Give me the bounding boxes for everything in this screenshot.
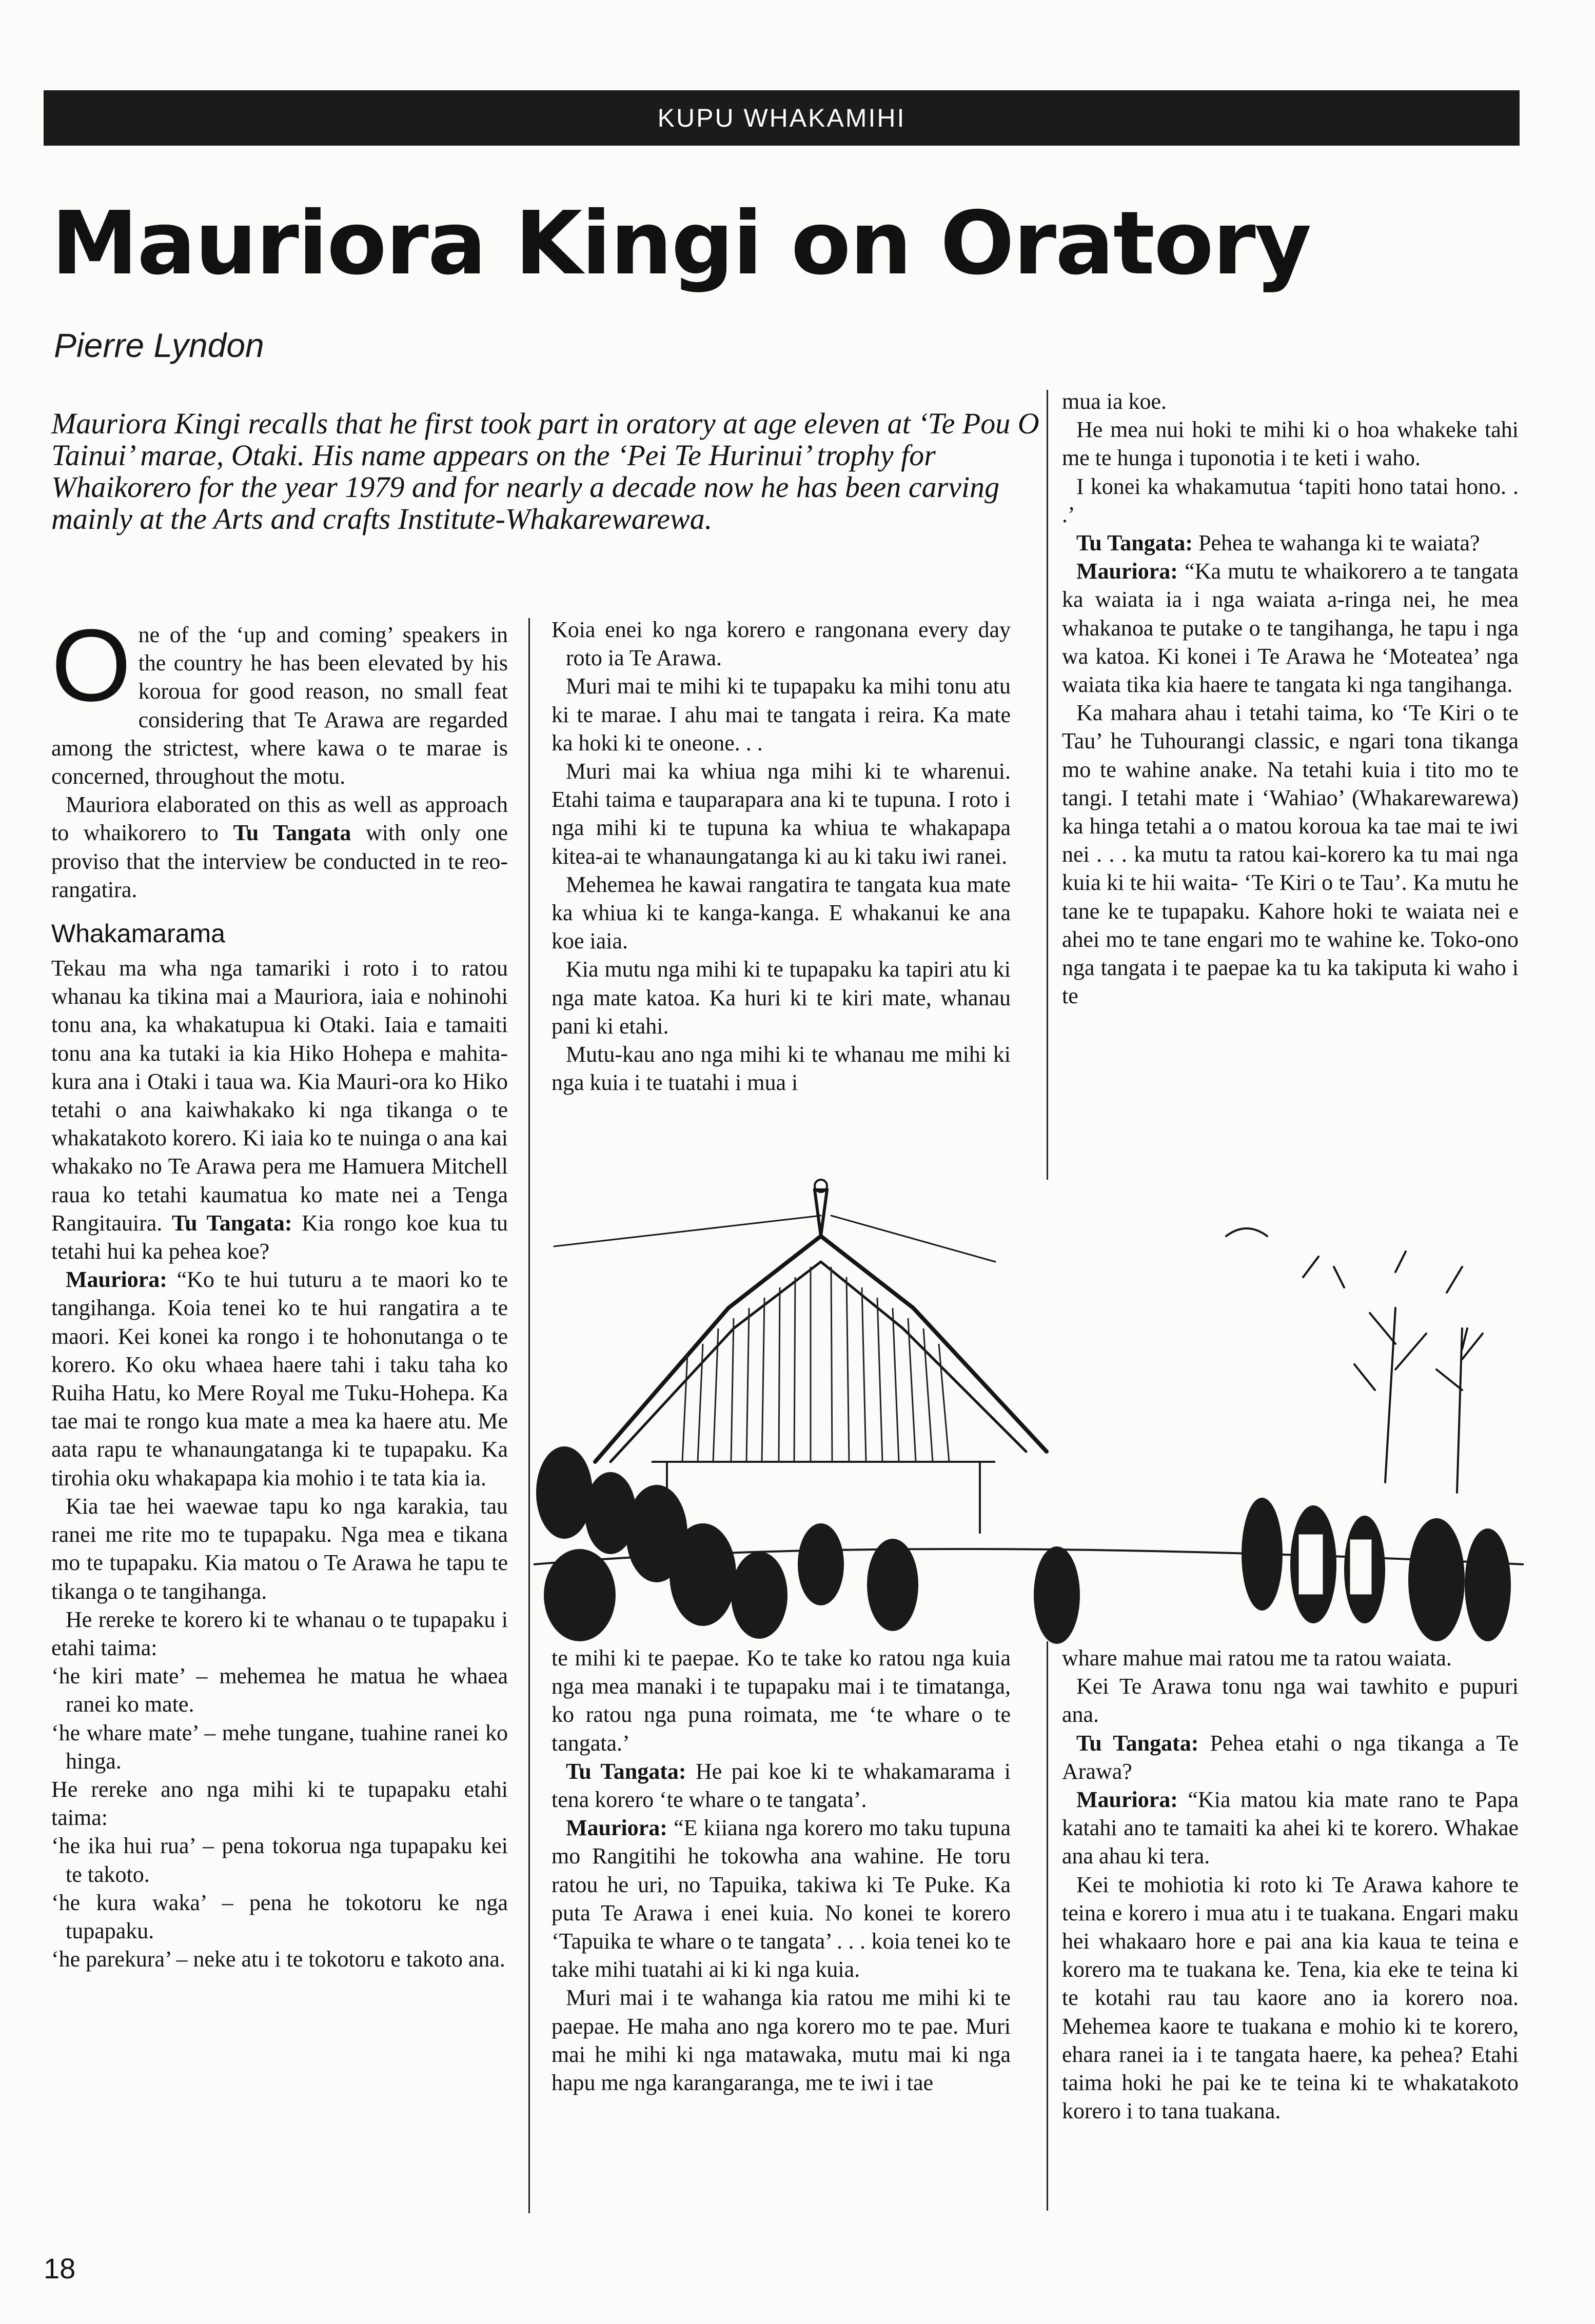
drop-cap: O: [51, 608, 131, 723]
paragraph: whare mahue mai ratou me ta ratou waiata.: [1062, 1645, 1452, 1671]
paragraph: Tu Tangata: Pehea etahi o nga tikanga a Te Arawa?: [1062, 1730, 1519, 1784]
column-1: [51, 608, 508, 1973]
paragraph: Mutu-kau ano nga mihi ki te whanau me mihi ki nga kuia i te tuatahi i mua i: [552, 1042, 1011, 1096]
opening-paragraph: One of the ‘up and coming’ speakers in the country he has been elevated by his koroua for good reason, no small feat considering that Te Arawa are regarded among the strictest, where kawa o te marae is concerned, throughout the motu.: [51, 608, 508, 789]
article-title: Mauriora Kingi on Oratory: [51, 193, 1311, 294]
column-2-lower: [552, 1644, 1011, 2097]
paragraph: Mauriora: “Ko te hui tuturu a te maori ko te tangihanga. Koia tenei ko te hui rangatira a te maori. Kei konei ka rongo i te hohonutanga o te korero. Ko oku whaea haere tahi i taku taha ko Ruiha Hatu, ko Mere Royal me Tuku-Hohepa. Ka tae mai te rongo kua mate a mea ka haere atu. Me aata rapu te whanaungatanga ki te tupapaku. Ka tirohia oku whakapapa kia mohio i te tata kia ia.: [51, 1267, 508, 1491]
paragraph: Tu Tangata: Pehea te wahanga ki te waiata?: [1076, 530, 1480, 556]
list-item: ‘he whare mate’ – mehe tungane, tuahine ranei ko hinga.: [51, 1720, 508, 1774]
list-item: ‘he parekura’ – neke atu i te tokotoru e takoto ana.: [51, 1946, 505, 1972]
list-item: ‘he kiri mate’ – mehemea he matua he whaea ranei ko mate.: [51, 1663, 508, 1717]
paragraph: Kia tae hei waewae tapu ko nga karakia, tau ranei me rite mo te tupapaku. Nga mea e tikana mo te tupapaku. Kia matou o Te Arawa he tapu te tikanga o te tangihanga.: [51, 1493, 508, 1604]
paragraph: Muri mai ka whiua nga mihi ki te wharenui. Etahi taima e tauparapara ana ki te tupuna. I roto i nga mihi ki te tupuna ka whiua te whakapapa kitea-ai te whanaungatanga ki au ki taku iwi ranei.: [552, 759, 1011, 869]
paragraph: He rereke ano nga mihi ki te tupapaku etahi taima:: [51, 1776, 508, 1831]
column-3-lower: [1062, 1644, 1519, 2125]
page-number: 18: [44, 2252, 76, 2285]
paragraph: Mauriora: “E kiiana nga korero mo taku tupuna mo Rangitihi he tokowha ana wahine. He toru ratou he uri, no Tapuika, takiwa ki Te Puke. Ka puta Te Arawa i enei kuia. No konei te korero ‘Tapuika te whare o te tangata’ . . . koia tenei ko te take mihi tuatahi ai ki ki nga kuia.: [552, 1815, 1011, 1982]
paragraph: Kia mutu nga mihi ki te tupapaku ka tapiri atu ki nga mate katoa. Ka huri ki te kiri mate, whanau pani ki etahi.: [552, 957, 1011, 1039]
section-banner: KUPU WHAKAMIHI: [44, 90, 1520, 146]
marae-illustration: [534, 1175, 1524, 1646]
paragraph: He mea nui hoki te mihi ki o hoa whakeke tahi me te hunga i tuponotia i te keti i waho.: [1062, 417, 1519, 471]
paragraph: He rereke te korero ki te whanau o te tupapaku i etahi taima:: [51, 1606, 508, 1660]
paragraph: I konei ka whakamutua ‘tapiti hono tatai hono. . .’: [1062, 473, 1519, 527]
paragraph: Muri mai i te wahanga kia ratou me mihi ki te paepae. He maha ano nga korero mo te pae. Muri mai he mihi ki nga matawaka, mutu mai ki nga hapu me nga karangaranga, me te iwi i tae: [552, 1985, 1011, 2096]
column-3-upper: [1062, 387, 1519, 1010]
paragraph: mua ia koe.: [1062, 389, 1167, 414]
column-2-upper: [552, 615, 1011, 1097]
column-rule-right: [1047, 390, 1048, 1180]
paragraph: Ka mahara ahau i tetahi taima, ko ‘Te Kiri o te Tau’ he Tuhourangi classic, e ngari tona tikanga mo te wahine anake. Na tetahi kuia i tito mo te tangi. I tetahi mate i ‘Wahiao’ (Whakarewarewa) ka hinga tetahi a o matou koroua ka tae mai te iwi nei . . . ka mutu ta ratou kai-korero ka tu mai nga kuia ki te hii waita- ‘Te Kiri o te Tau’. Ka mutu he tane ke te tupapaku. Kahore hoki te waiata nei e ahei mo te tane engari mo te wahine ke. Toko-ono nga tangata i te paepae ka tu ka takiputa ki waho i te: [1062, 700, 1519, 1009]
author-byline: Pierre Lyndon: [54, 326, 264, 364]
list-item: ‘he ika hui rua’ – pena tokorua nga tupapaku kei te takoto.: [51, 1833, 508, 1887]
paragraph: te mihi ki te paepae. Ko te take ko ratou nga kuia nga mea manaki i te tupapaku mai i te timatanga, ko ratou nga puna roimata, me ‘te whare o te tangata.’: [552, 1645, 1011, 1756]
paragraph: Mehemea he kawai rangatira te tangata kua mate ka whiua ki te kanga-kanga. E whakanui ke ana koe iaia.: [552, 871, 1011, 954]
subheading: Whakamarama: [51, 919, 225, 948]
column-rule-left: [528, 618, 530, 2213]
paragraph: Mauriora elaborated on this as well as approach to whaikorero to Tu Tangata with only one proviso that the interview be conducted in te reo-rangatira.: [51, 792, 508, 902]
paragraph: Kei Te Arawa tonu nga wai tawhito e pupuri ana.: [1062, 1674, 1519, 1727]
paragraph: Mauriora: “Kia matou kia mate rano te Papa katahi ano te tamaiti ka ahei ki te korero. Whakae ana ahau ki tera.: [1062, 1787, 1519, 1869]
paragraph: Koia enei ko nga korero e rangonana every day roto ia Te Arawa.: [552, 617, 1011, 671]
paragraph: Kei te mohiotia ki roto ki Te Arawa kahore te teina e korero i mua atu i te tuakana. Engari maku hei whakaaro hore e pai ana kia kaua te teina e korero ma te tuakana ke. Tena, kia eke te teina ki te kotahi rau tau kaore ano ia korero noa. Mehemea kaore te tuakana e mohio ki te korero, ehara ranei ia i te tangata haere, ka pehea? Etahi taima hoki he pai ke te teina ki te whakatakoto korero i to tana tuakana.: [1062, 1872, 1519, 2124]
paragraph: Tekau ma wha nga tamariki i roto i to ratou whanau ka tikina mai a Mauriora, iaia e nohinohi tonu ana, ka whakatupua ki Otaki. Iaia e tamaiti tonu ana ka tutaki ia kia Hiko Hohepa e mahita-kura ana i Otaki i taua wa. Kia Mauri-ora ko Hiko tetahi o ana kaiwhakako ki nga tikanga o te whakatakoto korero. Ki iaia ko te nuinga o ana kai whakako no Te Arawa pera me Hamuera Mitchell raua ko tetahi kaumatua ko mate nei a Tenga Rangitauira. Tu Tangata: Kia rongo koe kua tu tetahi hui ka pehea koe?: [51, 956, 508, 1264]
paragraph: Tu Tangata: He pai koe ki te whakamarama i tena korero ‘te whare o te tangata’.: [552, 1758, 1011, 1813]
paragraph: Muri mai te mihi ki te tupapaku ka mihi tonu atu ki te marae. I ahu mai te tangata i reira. Ka mate ka hoki ki te oneone. . .: [552, 673, 1011, 756]
column-rule-right-lower: [1047, 1641, 1048, 2211]
article-intro: Mauriora Kingi recalls that he first took part in oratory at age eleven at ‘Te Pou O Tainui’ marae, Otaki. His name appears on the ‘Pei Te Hurinui’ trophy for Whaikorero for the year 1979 and for nearly a decade now he has been carving mainly at the Arts and crafts Institute-Whakarewarewa.: [51, 407, 1039, 535]
paragraph: Mauriora: “Ka mutu te whaikorero a te tangata ka waiata ia i nga waiata a-ringa nei, he mea whakanoa te putake o te tangihanga, he tapu i nga wa katoa. Ki konei i Te Arawa he ‘Moteatea’ nga waiata tika kia haere te tangata ki nga tangihanga.: [1062, 559, 1519, 698]
list-item: ‘he kura waka’ – pena he tokotoru ke nga tupapaku.: [51, 1890, 508, 1943]
